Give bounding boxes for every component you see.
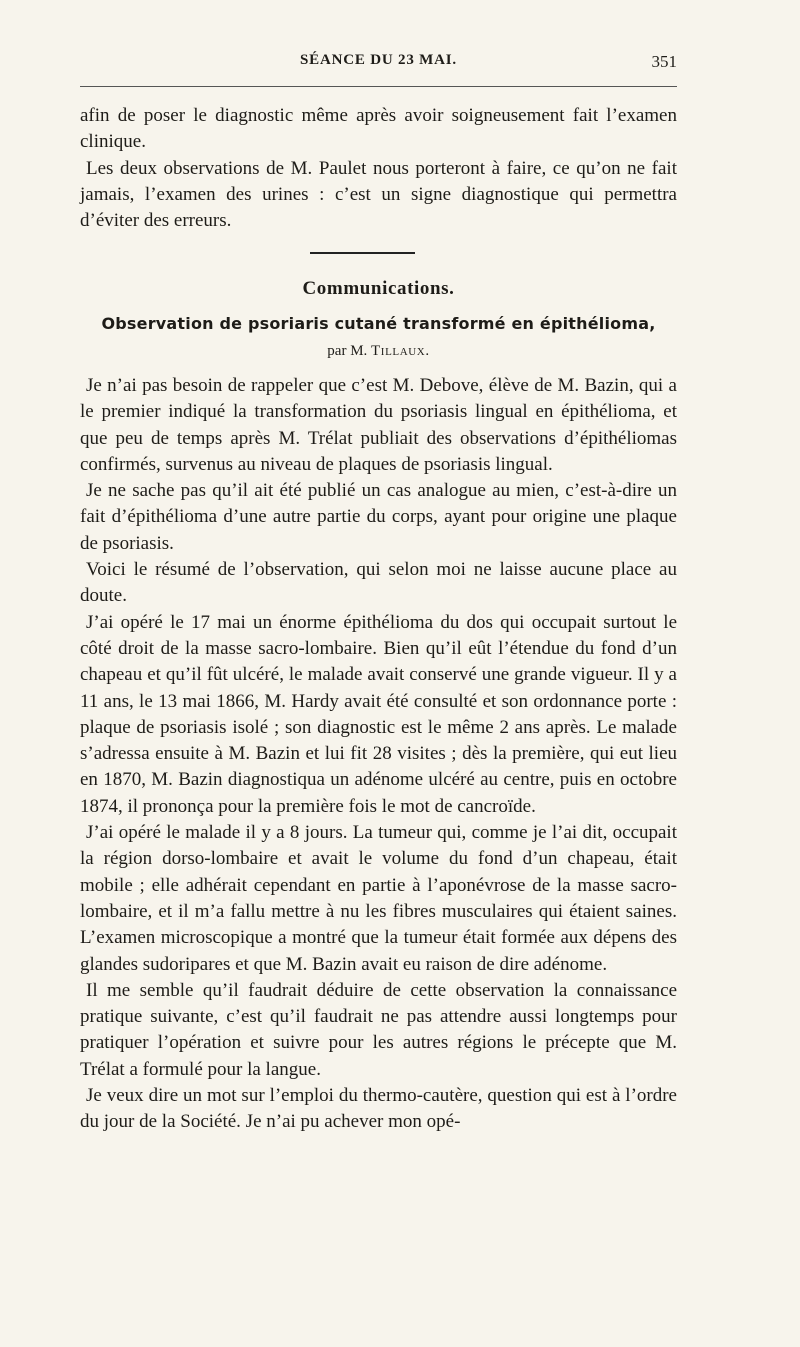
paragraph: Je veux dire un mot sur l’emploi du thermo-cautère, question qui est à l’ordre du jour de la Société. Je n’ai pu achever mon opé-	[80, 1085, 677, 1133]
intro-text	[80, 103, 677, 234]
paragraph: Les deux observations de M. Paulet nous porteront à faire, ce qu’on ne fait jamais, l’examen des urines : c’est un signe diagnostique qui permettra d’éviter des erreurs.	[80, 157, 677, 232]
running-title: SÉANCE DU 23 MAI.	[300, 52, 457, 68]
running-header	[80, 52, 677, 78]
paragraph: J’ai opéré le 17 mai un énorme épithélioma du dos qui occupait surtout le côté droit de la masse sacro-lombaire. Bien qu’il eût l’étendue du fond d’un chapeau et qu’il fût ulcéré, le malade avait conservé une grande vigueur. Il y a 11 ans, le 13 mai 1866, M. Hardy avait été consulté et son ordonnance porte : plaque de psoriasis isolé ; son diagnostic est le même 2 ans après. Le malade s’adressa ensuite à M. Bazin et lui fit 28 visites ; dès la première, qui eut lieu en 1870, M. Bazin diagnostiqua un adénome ulcéré au centre, puis en octobre 1874, il prononça pour la première fois le mot de cancroïde.	[80, 611, 677, 817]
body-text	[80, 373, 677, 1136]
paragraph: Je n’ai pas besoin de rappeler que c’est M. Debove, élève de M. Bazin, qui a le premier indiqué la transformation du psoriasis lingual en épithélioma, et que peu de temps après M. Trélat publiait des observations d’épithéliomas confirmés, survenus au niveau de plaques de psoriasis lingual.	[80, 375, 677, 475]
page-number: 351	[651, 52, 677, 71]
paragraph: Je ne sache pas qu’il ait été publié un cas analogue au mien, c’est-à-dire un fait d’épithélioma d’une autre partie du corps, ayant pour origine une plaque de psoriasis.	[80, 480, 677, 554]
paper-title: Observation de psoriaris cutané transformé en épithélioma,	[101, 314, 656, 333]
author-name: Tillaux.	[371, 343, 430, 359]
paragraph: J’ai opéré le malade il y a 8 jours. La tumeur qui, comme je l’ai dit, occupait la région dorso-lombaire et avait le volume du fond d’un chapeau, était mobile ; elle adhérait cependant en partie à l’aponévrose de la masse sacro-lombaire, et il m’a fallu mettre à nu les fibres musculaires qui étaient saines. L’examen microscopique a montré que la tumeur était formée aux dépens des glandes sudoripares et que M. Bazin avait eu raison de dire adénome.	[80, 822, 677, 975]
section-separator	[310, 252, 415, 254]
paragraph: Voici le résumé de l’observation, qui selon moi ne laisse aucune place au doute.	[80, 559, 677, 607]
paragraph: Il me semble qu’il faudrait déduire de cette observation la connaissance pratique suivante, c’est qu’il faudrait ne pas attendre aussi longtemps pour pratiquer l’opération et suivre pour les autres régions le précepte que M. Trélat a formulé pour la langue.	[80, 979, 677, 1080]
section-heading: Communications.	[302, 278, 455, 299]
author-prefix: par M.	[327, 343, 368, 359]
author-line	[80, 343, 677, 360]
paragraph: afin de poser le diagnostic même après avoir soigneusement fait l’examen clinique.	[80, 105, 677, 153]
header-rule	[80, 86, 677, 87]
